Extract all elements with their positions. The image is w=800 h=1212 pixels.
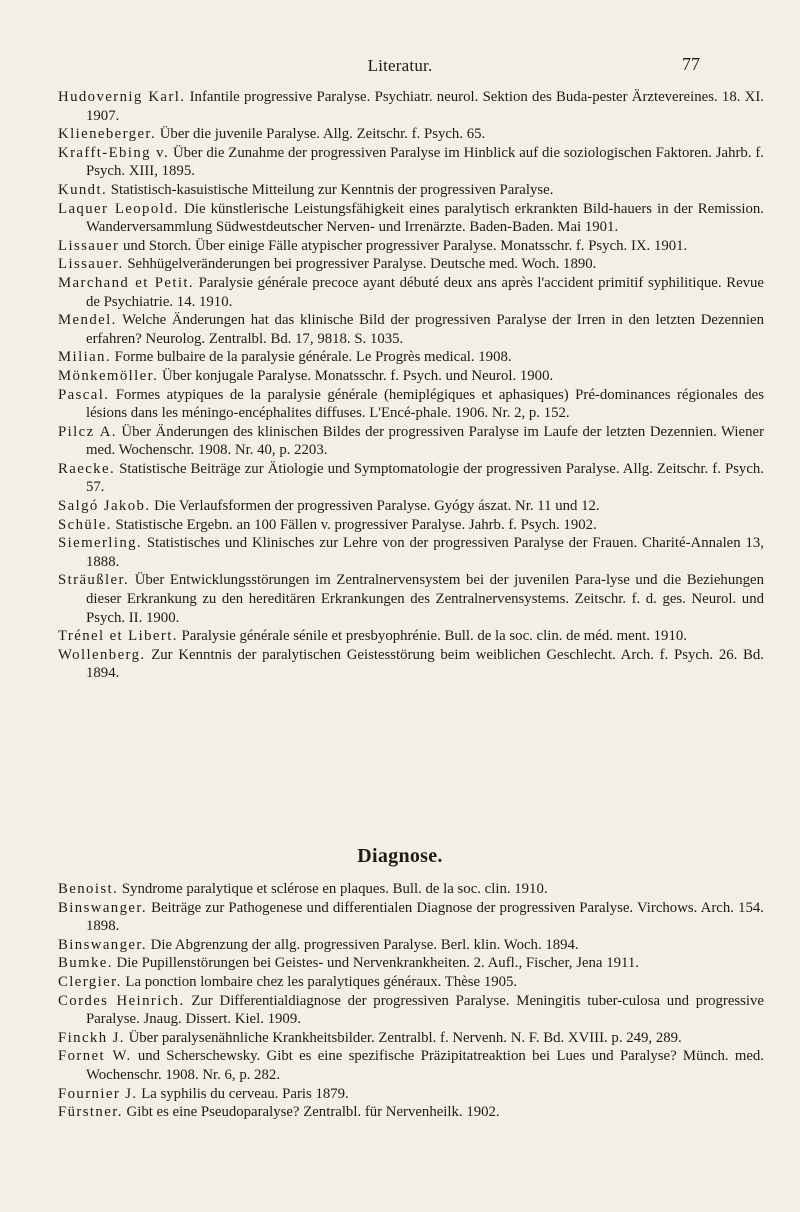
reference-entry xyxy=(58,1047,764,1084)
reference-text: Paralysie générale precoce ayant débuté deux ans après l'accident primitif syphilitique. Revue de Psychiatrie. 14. 1910. xyxy=(86,274,764,310)
reference-entry xyxy=(58,181,764,200)
reference-text: Welche Änderungen hat das klinische Bild der progressiven Paralyse der Irren in den letzten Dezennien erfahren? Neurolog. Zentralbl. Bd. 17, 9818. S. 1035. xyxy=(86,312,764,347)
reference-text: Über die juvenile Paralyse. Allg. Zeitschr. f. Psych. 65. xyxy=(159,126,486,143)
reference-entry xyxy=(58,200,764,237)
reference-author: Salgó Jakob. xyxy=(58,498,151,515)
reference-entry xyxy=(58,237,764,256)
reference-entry xyxy=(58,88,764,125)
reference-author: Wollenberg. xyxy=(58,646,146,663)
reference-author: Fournier J. xyxy=(58,1085,138,1102)
reference-entry xyxy=(58,460,764,497)
reference-entry xyxy=(58,255,764,274)
literature-list xyxy=(58,88,764,683)
reference-text: Über paralysenähnliche Krankheitsbilder. Zentralbl. f. Nervenh. N. F. Bd. XVIII. p. 249, 289. xyxy=(128,1029,682,1046)
reference-entry xyxy=(58,992,764,1029)
diagnosis-list xyxy=(58,880,764,1122)
reference-entry xyxy=(58,954,764,973)
reference-entry xyxy=(58,627,764,646)
reference-text: Statistisches und Klinisches zur Lehre von der progressiven Paralyse der Frauen. Charité-Annalen 13, 1888. xyxy=(86,535,764,570)
page-number: 77 xyxy=(682,54,700,74)
reference-author: Lissauer xyxy=(58,237,120,254)
reference-author: Mendel. xyxy=(58,312,117,329)
reference-text: und Scherschewsky. Gibt es eine spezifische Präzipitatreaktion bei Lues und Paralyse? Münch. med. Wochenschr. 1908. Nr. 6, p. 282. xyxy=(86,1048,764,1083)
reference-author: Raecke. xyxy=(58,460,116,477)
reference-text: Beiträge zur Pathogenese und differentialen Diagnose der progressiven Paralyse. Virchows. Arch. 154. 1898. xyxy=(86,899,765,935)
reference-text: Die Abgrenzung der allg. progressiven Paralyse. Berl. klin. Woch. 1894. xyxy=(150,936,579,953)
reference-entry xyxy=(58,348,764,367)
reference-author: Fornet W. xyxy=(58,1048,132,1065)
reference-text: La ponction lombaire chez les paralytiques généraux. Thèse 1905. xyxy=(125,973,518,990)
reference-author: Laquer Leopold. xyxy=(58,200,180,217)
reference-entry xyxy=(58,516,764,535)
reference-author: Benoist. xyxy=(58,881,119,897)
reference-text: Sehhügelveränderungen bei progressiver Paralyse. Deutsche med. Woch. 1890. xyxy=(127,256,597,273)
running-title: Literatur. xyxy=(367,56,433,75)
reference-author: Sträußler. xyxy=(58,572,130,589)
reference-text: und Storch. Über einige Fälle atypischer progressiver Paralyse. Monatsschr. f. Psych. IX. 1901. xyxy=(123,237,688,254)
reference-text: Statistische Beiträge zur Ätiologie und Symptomatologie der progressiven Paralyse. Allg. Zeitschr. f. Psych. 57. xyxy=(86,460,764,496)
reference-author: Krafft-Ebing v. xyxy=(58,144,170,161)
reference-text: Die künstlerische Leistungsfähigkeit eines paralytisch erkrankten Bild-hauers in der Remission. Wanderversammlung Südwestdeutscher Nerven- und Irrenärzte. Baden-Baden. Mai 1901. xyxy=(86,200,764,236)
reference-entry xyxy=(58,936,764,955)
reference-author: Trénel et Libert. xyxy=(58,628,178,645)
reference-text: Die Pupillenstörungen bei Geistes- und Nervenkrankheiten. 2. Aufl., Fischer, Jena 1911. xyxy=(116,955,639,972)
reference-author: Pascal. xyxy=(58,386,110,403)
reference-author: Lissauer. xyxy=(58,256,124,273)
reference-text: La syphilis du cerveau. Paris 1879. xyxy=(141,1085,349,1102)
reference-entry xyxy=(58,125,764,144)
reference-author: Hudovernig Karl. xyxy=(58,89,186,105)
reference-text: Zur Kenntnis der paralytischen Geistesstörung beim weiblichen Geschlecht. Arch. f. Psych. 26. Bd. 1894. xyxy=(86,646,765,682)
reference-entry xyxy=(58,534,764,571)
reference-text: Formes atypiques de la paralysie générale (hemiplégiques et aphasiques) Pré-dominances régionales des lésions dans les méningo-encéphalites diffuses. L'Encé-phale. 1906. Nr. 2, p. 152. xyxy=(86,386,764,422)
reference-entry xyxy=(58,274,764,311)
reference-entry xyxy=(58,144,764,181)
reference-text: Über Änderungen des klinischen Bildes der progressiven Paralyse im Laufe der letzten Dezennien. Wiener med. Wochenschr. 1908. Nr. 40, p. 2203. xyxy=(86,423,765,459)
section-heading-diagnose: Diagnose. xyxy=(357,845,443,867)
reference-author: Cordes Heinrich. xyxy=(58,992,185,1009)
reference-text: Infantile progressive Paralyse. Psychiatr. neurol. Sektion des Buda-pester Ärztevereines. 18. XI. 1907. xyxy=(86,89,764,124)
reference-text: Gibt es eine Pseudoparalyse? Zentralbl. für Nervenheilk. 1902. xyxy=(126,1104,500,1121)
reference-author: Mönkemöller. xyxy=(58,367,159,384)
reference-text: Zur Differentialdiagnose der progressiven Paralyse. Meningitis tuber-culosa und progressive Paralyse. Jnaug. Dissert. Kiel. 1909. xyxy=(86,992,764,1028)
reference-author: Bumke. xyxy=(58,955,113,972)
reference-author: Binswanger. xyxy=(58,936,147,953)
reference-text: Über die Zunahme der progressiven Paralyse im Hinblick auf die soziologischen Faktoren. Jahrb. f. Psych. XIII, 1895. xyxy=(86,144,764,180)
reference-entry xyxy=(58,1103,764,1122)
reference-entry xyxy=(58,899,764,936)
reference-entry xyxy=(58,386,764,423)
reference-text: Statistisch-kasuistische Mitteilung zur Kenntnis der progressiven Paralyse. xyxy=(110,181,554,198)
reference-entry xyxy=(58,973,764,992)
reference-author: Binswanger. xyxy=(58,899,147,916)
reference-text: Syndrome paralytique et sclérose en plaques. Bull. de la soc. clin. 1910. xyxy=(121,881,548,897)
reference-author: Pilcz A. xyxy=(58,423,117,440)
reference-author: Kundt. xyxy=(58,181,108,198)
reference-entry xyxy=(58,1029,764,1048)
reference-text: Über Entwicklungsstörungen im Zentralnervensystem bei der juvenilen Para-lyse und die Beziehungen dieser Erkrankung zu den hereditären Erkrankungen des Zentralnervensystems. Zeitschr. f. d. ges. Neurol. und Psych. II. 1900. xyxy=(86,572,764,626)
reference-author: Marchand et Petit. xyxy=(58,274,194,291)
reference-text: Die Verlaufsformen der progressiven Paralyse. Gyógy ászat. Nr. 11 und 12. xyxy=(154,498,600,515)
reference-text: Forme bulbaire de la paralysie générale. Le Progrès medical. 1908. xyxy=(114,349,512,366)
reference-entry xyxy=(58,880,764,899)
reference-author: Klieneberger. xyxy=(58,126,157,143)
reference-entry xyxy=(58,497,764,516)
reference-entry xyxy=(58,367,764,386)
reference-author: Schüle. xyxy=(58,516,112,533)
reference-author: Siemerling. xyxy=(58,535,143,552)
reference-text: Über konjugale Paralyse. Monatsschr. f. Psych. und Neurol. 1900. xyxy=(161,367,554,384)
reference-author: Fürstner. xyxy=(58,1104,123,1121)
reference-text: Statistische Ergebn. an 100 Fällen v. progressiver Paralyse. Jahrb. f. Psych. 1902. xyxy=(115,516,597,533)
reference-entry xyxy=(58,1085,764,1104)
reference-text: Paralysie générale sénile et presbyophrénie. Bull. de la soc. clin. de méd. ment. 1910. xyxy=(181,628,687,645)
reference-entry xyxy=(58,646,764,683)
reference-entry xyxy=(58,571,764,627)
reference-entry xyxy=(58,311,764,348)
reference-author: Finckh J. xyxy=(58,1029,125,1046)
reference-entry xyxy=(58,423,764,460)
reference-author: Clergier. xyxy=(58,973,122,990)
reference-author: Milian. xyxy=(58,349,111,366)
